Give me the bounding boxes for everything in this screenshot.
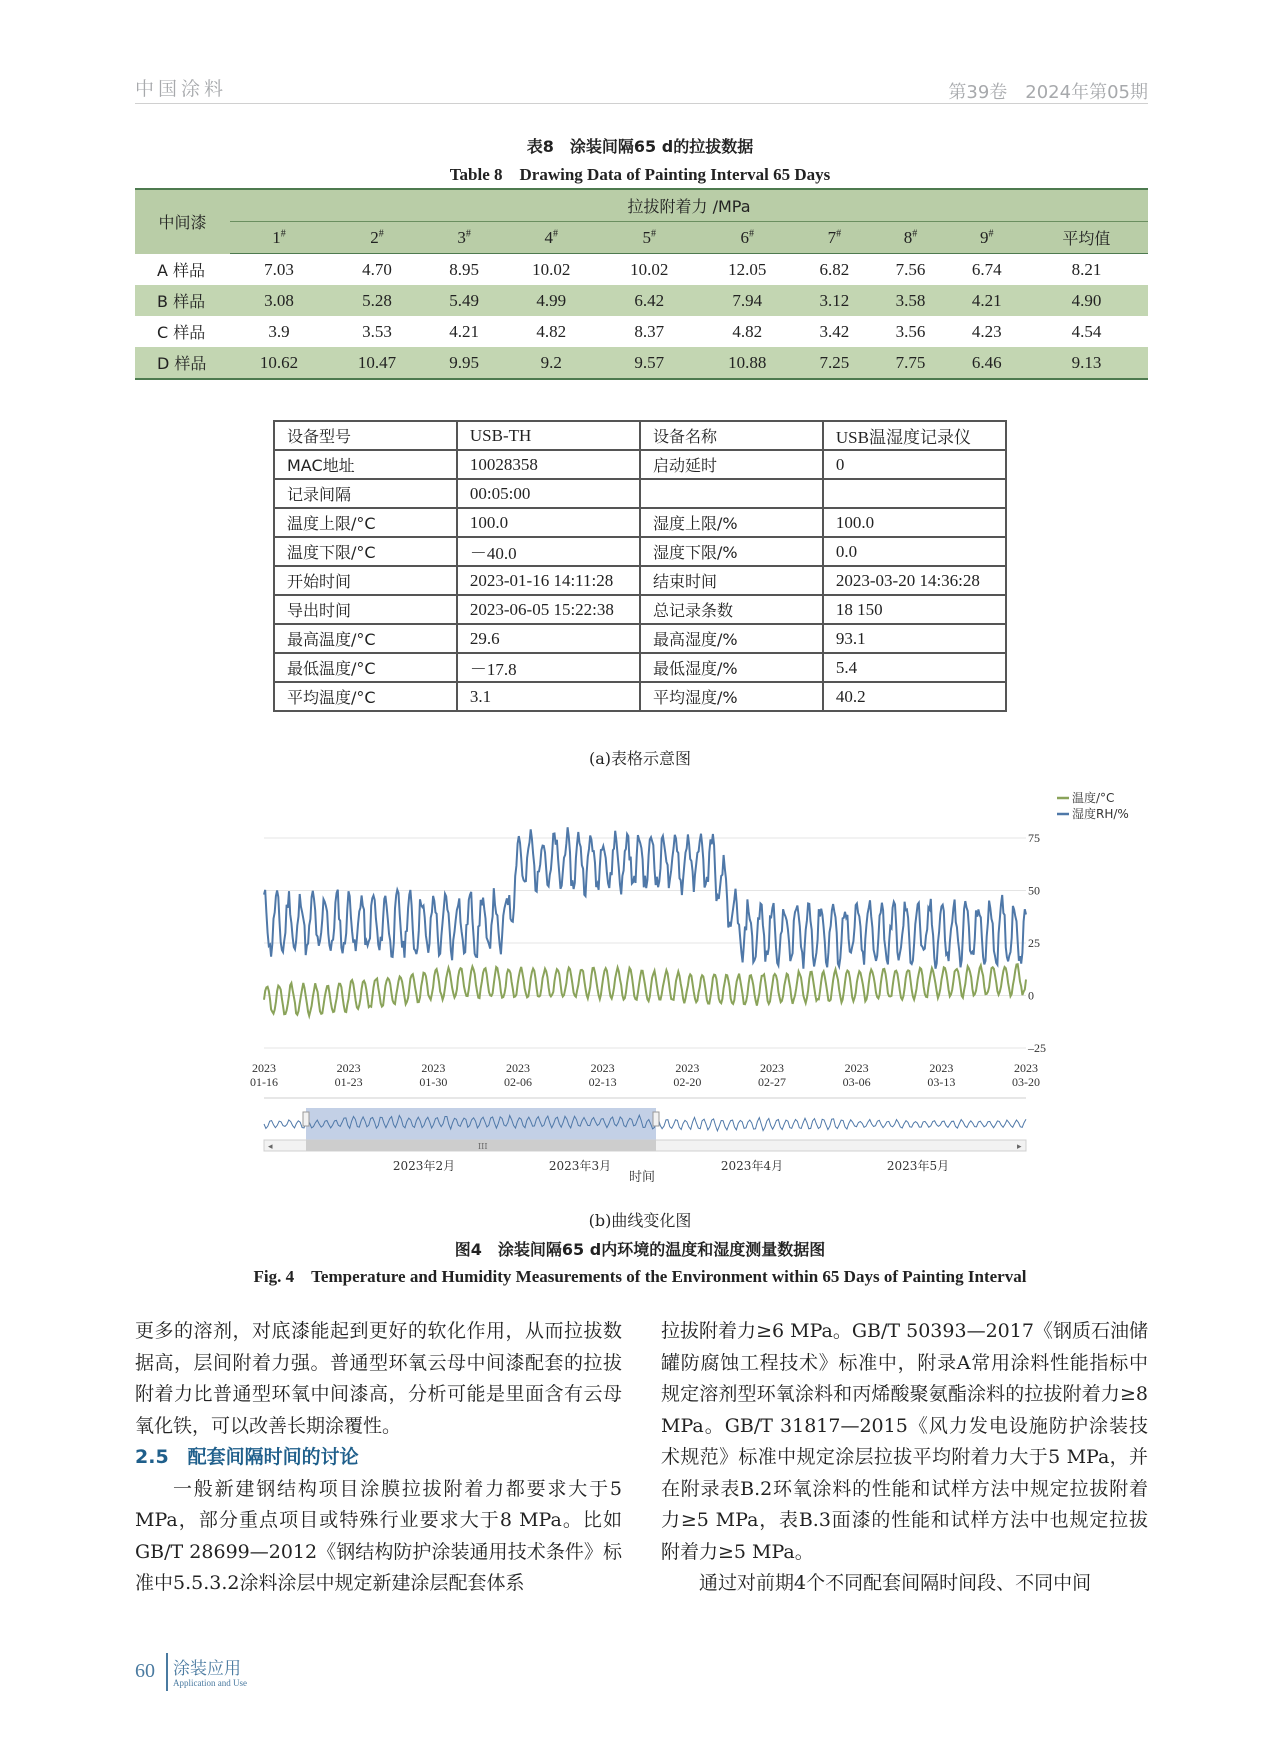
table-cell: 10.88 xyxy=(698,347,796,379)
x-tick-year: 2023 xyxy=(421,1061,446,1075)
left-paragraph-2: 一般新建钢结构项目涂膜拉拔附着力都要求大于5 MPa，部分重点项目或特殊行业要求大于8 MPa。比如GB/T 28699—2012《钢结构防护涂装通用技术条件》标准中5.5.3.2涂料涂层中规定新建涂层配套体系 xyxy=(135,1477,622,1594)
table8-col-header xyxy=(600,222,698,254)
y-tick-label: –25 xyxy=(1028,1041,1046,1055)
field-value: 3.1 xyxy=(457,682,640,711)
col-number-mark: # xyxy=(552,227,558,239)
row-label: D 样品 xyxy=(135,347,230,379)
table8-group-header: 拉拔附着力 /MPa xyxy=(230,189,1148,222)
table-row xyxy=(274,682,1006,711)
table8-col-header xyxy=(426,222,502,254)
field-name: 开始时间 xyxy=(274,566,457,595)
issue-label: 2024年第05期 xyxy=(1025,82,1148,103)
x-tick-year: 2023 xyxy=(252,1061,276,1075)
field-value: 100.0 xyxy=(823,508,1006,537)
table-cell: 9.2 xyxy=(502,347,600,379)
right-column xyxy=(661,1316,1148,1600)
col-number: 5 xyxy=(642,227,651,247)
y-tick-label: 50 xyxy=(1028,883,1040,898)
field-name: 平均湿度/% xyxy=(640,682,823,711)
right-paragraph-1: 拉拔附着力≥6 MPa。GB/T 50393—2017《钢质石油储罐防腐蚀工程技术》标准中，附录A常用涂料性能指标中规定溶剂型环氧涂料和丙烯酸聚氨酯涂料的拉拔附着力≥8 MPa。GB/T 31817—2015《风力发电设施防护涂装技术规范》标准中规定涂层拉拔平均附着力大于5 MPa，并在附录表B.2环氧涂料的性能和试样方法中规定拉拔附着力≥5 MPa，表B.3面漆的性能和试样方法中也规定拉拔附着力≥5 MPa。 xyxy=(661,1320,1148,1563)
row-label: A 样品 xyxy=(157,260,206,280)
table-cell: 8.95 xyxy=(449,259,479,279)
field-value: 0.0 xyxy=(823,537,1006,566)
table-cell: 7.25 xyxy=(796,347,872,379)
temperature-series-line xyxy=(264,964,1026,1016)
table-cell: 4.70 xyxy=(362,259,392,279)
pull-off-table xyxy=(135,188,1148,380)
y-tick-label: 0 xyxy=(1028,988,1034,1003)
col-number-mark: # xyxy=(836,227,842,239)
x-tick-date: 01-16 xyxy=(250,1075,278,1089)
table8-col-header xyxy=(698,222,796,254)
field-name: 平均温度/°C xyxy=(274,682,457,711)
table-row xyxy=(274,537,1006,566)
y-tick-label: 25 xyxy=(1028,936,1040,950)
table-cell: 4.82 xyxy=(732,321,763,341)
table-cell: 10.02 xyxy=(532,259,571,279)
col-number: 2 xyxy=(370,227,379,247)
table-cell: 7.94 xyxy=(698,285,796,316)
table-cell: 6.74 xyxy=(971,259,1002,279)
field-value: USB-TH xyxy=(457,421,640,450)
field-name: 湿度上限/% xyxy=(640,508,823,537)
scroll-left-icon: ◂ xyxy=(268,1142,273,1152)
x-tick-year: 2023 xyxy=(506,1061,530,1075)
x-tick-date: 02-06 xyxy=(504,1075,532,1089)
table8-row-header: 中间漆 xyxy=(135,189,230,254)
table-cell: 6.82 xyxy=(819,259,850,279)
field-name: 最高湿度/% xyxy=(640,624,823,653)
navigator-label: 2023年5月 xyxy=(886,1159,950,1173)
table8-col-header xyxy=(872,222,948,254)
col-number-mark: # xyxy=(378,227,384,239)
chart-caption-b: (b)曲线变化图 xyxy=(588,1211,692,1230)
row-label: B 样品 xyxy=(135,285,230,316)
avg-cell: 8.21 xyxy=(1071,259,1102,279)
right-paragraph-2: 通过对前期4个不同配套间隔时间段、不同中间 xyxy=(699,1572,1092,1594)
col-number-mark: # xyxy=(748,227,754,239)
table-cell: 7.56 xyxy=(895,259,926,279)
col-number-mark: # xyxy=(912,227,918,239)
table-row xyxy=(274,566,1006,595)
col-number: 9 xyxy=(980,227,989,247)
table8-col-header xyxy=(230,222,328,254)
navigator-label: 2023年4月 xyxy=(720,1159,784,1173)
table-cell: 10.47 xyxy=(328,347,426,379)
table8-col-header xyxy=(949,222,1025,254)
field-value: 00:05:00 xyxy=(457,479,640,508)
navigator-handle-left xyxy=(303,1112,309,1126)
table-row xyxy=(135,347,1148,379)
figure-caption-en: Fig. 4 Temperature and Humidity Measurements of the Environment within 65 Days of Painting Interval xyxy=(253,1267,1027,1286)
table-cell: 3.42 xyxy=(819,321,850,341)
x-tick-date: 03-13 xyxy=(927,1075,956,1089)
table-cell: 7.75 xyxy=(872,347,948,379)
field-name: 设备名称 xyxy=(640,421,823,450)
table-cell: 3.08 xyxy=(230,285,328,316)
table-cell: 6.46 xyxy=(949,347,1025,379)
col-number: 8 xyxy=(903,227,913,247)
legend-label: 温度/°C xyxy=(1072,791,1115,805)
field-name: 启动延时 xyxy=(640,450,823,479)
table-cell: 6.42 xyxy=(600,285,698,316)
x-tick-year: 2023 xyxy=(1014,1061,1038,1075)
x-axis-title: 时间 xyxy=(628,1170,656,1182)
col-number-mark: # xyxy=(650,227,656,239)
col-number-mark: # xyxy=(280,227,286,239)
x-tick-year: 2023 xyxy=(336,1061,361,1075)
scroll-right-icon: ▸ xyxy=(1017,1142,1022,1152)
field-value xyxy=(823,479,1006,508)
table-cell: 3.56 xyxy=(895,321,926,341)
table8-caption-en: Table 8 Drawing Data of Painting Interval 65 Days xyxy=(449,165,831,184)
navigator-label: 2023年3月 xyxy=(548,1159,612,1173)
table-cell: 4.82 xyxy=(536,321,567,341)
field-value: 93.1 xyxy=(823,624,1006,653)
table-row xyxy=(274,479,1006,508)
field-value: 2023-03-20 14:36:28 xyxy=(823,566,1006,595)
x-tick-date: 01-30 xyxy=(419,1075,448,1089)
footer-section-en: Application and Use xyxy=(173,1678,247,1688)
field-name: 结束时间 xyxy=(640,566,823,595)
table8-avg-header: 平均值 xyxy=(1025,222,1148,254)
field-name: 温度下限/°C xyxy=(274,537,457,566)
device-info-table xyxy=(273,420,1007,712)
col-number-mark: # xyxy=(988,227,994,239)
volume-label: 第39卷 xyxy=(948,82,1008,103)
avg-cell: 4.54 xyxy=(1071,321,1102,341)
journal-name: 中国涂料 xyxy=(135,78,228,100)
scroll-grip-icon: III xyxy=(478,1142,488,1151)
field-value: 2023-06-05 15:22:38 xyxy=(457,595,640,624)
field-name xyxy=(640,479,823,508)
table-cell: 3.9 xyxy=(268,321,290,341)
field-value: 0 xyxy=(823,450,1006,479)
table-cell: 3.53 xyxy=(362,321,392,341)
field-value: USB温湿度记录仪 xyxy=(823,421,1006,450)
col-number-mark: # xyxy=(465,227,471,239)
col-number: 4 xyxy=(544,227,553,247)
left-paragraph-1: 更多的溶剂，对底漆能起到更好的软化作用，从而拉拔数据高，层间附着力强。普通型环氧云母中间漆配套的拉拔附着力比普通型环氧中间漆高，分析可能是里面含有云母氧化铁，可以改善长期涂覆性。 xyxy=(135,1320,622,1437)
field-name: 导出时间 xyxy=(274,595,457,624)
table8-col-header xyxy=(502,222,600,254)
table-cell: 4.21 xyxy=(449,321,479,341)
left-column xyxy=(135,1316,622,1600)
table-row xyxy=(274,450,1006,479)
table-cell: 10.02 xyxy=(630,259,669,279)
avg-cell: 4.90 xyxy=(1025,285,1148,316)
field-value: －17.8 xyxy=(457,653,640,682)
navigator-handle-right xyxy=(653,1112,659,1126)
x-tick-year: 2023 xyxy=(675,1061,700,1075)
field-name: 最高温度/°C xyxy=(274,624,457,653)
y-tick-label: 75 xyxy=(1028,831,1040,845)
table-row xyxy=(135,316,1148,347)
navigator-selection xyxy=(306,1108,656,1140)
col-number: 6 xyxy=(740,227,749,247)
legend-label: 湿度RH/% xyxy=(1072,807,1129,821)
header-divider xyxy=(135,103,1148,104)
field-value: 2023-01-16 14:11:28 xyxy=(457,566,640,595)
table-row xyxy=(135,254,1148,286)
table-cell: 5.28 xyxy=(328,285,426,316)
table-cell: 10.62 xyxy=(230,347,328,379)
table8-col-header xyxy=(796,222,872,254)
table-row xyxy=(135,285,1148,316)
table-cell: 7.03 xyxy=(264,259,294,279)
x-tick-year: 2023 xyxy=(929,1061,954,1075)
field-name: 最低湿度/% xyxy=(640,653,823,682)
humidity-series-line xyxy=(264,827,1026,968)
issue-info xyxy=(930,78,1148,104)
table-cell: 5.49 xyxy=(426,285,502,316)
field-value: 10028358 xyxy=(457,450,640,479)
field-name: 设备型号 xyxy=(274,421,457,450)
table-row xyxy=(274,508,1006,537)
table-cell: 3.12 xyxy=(796,285,872,316)
field-value: 40.2 xyxy=(823,682,1006,711)
x-tick-year: 2023 xyxy=(760,1061,784,1075)
table-cell: 4.23 xyxy=(971,321,1002,341)
figure-caption-cn: 图4 涂装间隔65 d内环境的温度和湿度测量数据图 xyxy=(454,1240,826,1259)
page-number: 60 xyxy=(135,1660,155,1682)
table-row xyxy=(274,624,1006,653)
table8-col-header xyxy=(328,222,426,254)
col-number: 3 xyxy=(457,227,466,247)
table-cell: 9.95 xyxy=(426,347,502,379)
x-tick-date: 02-27 xyxy=(758,1075,786,1089)
footer-bar xyxy=(166,1653,168,1691)
field-name: 记录间隔 xyxy=(274,479,457,508)
x-tick-date: 03-20 xyxy=(1012,1075,1040,1089)
table-row xyxy=(274,595,1006,624)
field-value: －40.0 xyxy=(457,537,640,566)
table-cell: 8.37 xyxy=(634,321,665,341)
x-tick-date: 01-23 xyxy=(334,1075,363,1089)
temp-humidity-chart xyxy=(240,782,1160,1182)
field-value: 100.0 xyxy=(457,508,640,537)
footer-section-cn: 涂装应用 xyxy=(173,1659,241,1679)
field-name: 总记录条数 xyxy=(640,595,823,624)
table-cell: 12.05 xyxy=(728,259,767,279)
table-cell: 4.99 xyxy=(502,285,600,316)
table-row xyxy=(274,421,1006,450)
table-caption-a: (a)表格示意图 xyxy=(588,749,692,768)
table-cell: 4.21 xyxy=(949,285,1025,316)
x-tick-year: 2023 xyxy=(844,1061,869,1075)
table8-caption-cn: 表8 涂装间隔65 d的拉拔数据 xyxy=(526,137,754,156)
col-number: 7 xyxy=(827,227,837,247)
x-tick-date: 03-06 xyxy=(842,1075,871,1089)
field-name: MAC地址 xyxy=(274,450,457,479)
table-row xyxy=(274,653,1006,682)
x-tick-date: 02-13 xyxy=(588,1075,617,1089)
field-name: 最低温度/°C xyxy=(274,653,457,682)
field-name: 湿度下限/% xyxy=(640,537,823,566)
x-tick-year: 2023 xyxy=(590,1061,615,1075)
x-tick-date: 02-20 xyxy=(673,1075,702,1089)
table-cell: 9.57 xyxy=(600,347,698,379)
field-value: 29.6 xyxy=(457,624,640,653)
field-value: 18 150 xyxy=(823,595,1006,624)
col-number: 1 xyxy=(272,227,281,247)
table-cell: 3.58 xyxy=(872,285,948,316)
section-heading: 2.5 配套间隔时间的讨论 xyxy=(135,1446,359,1468)
avg-cell: 9.13 xyxy=(1025,347,1148,379)
field-name: 温度上限/°C xyxy=(274,508,457,537)
row-label: C 样品 xyxy=(157,323,206,342)
navigator-label: 2023年2月 xyxy=(392,1159,456,1173)
field-value: 5.4 xyxy=(823,653,1006,682)
